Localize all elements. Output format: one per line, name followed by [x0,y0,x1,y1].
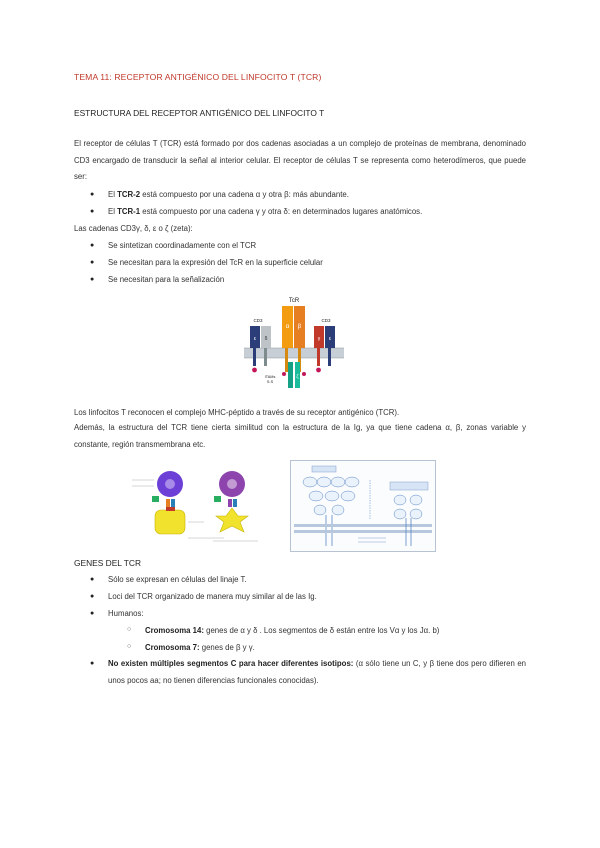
genes-bullet-1: Sólo se expresan en células del linaje T. [108,575,247,584]
section-heading-structure: ESTRUCTURA DEL RECEPTOR ANTIGÉNICO DEL LINFOCITO T [74,108,325,118]
antigen-star [216,508,248,532]
genes-bullet-last: No existen múltiples segmentos C para hacer diferentes isotipos: (α sólo tiene un C, y β tiene dos pero difieren en unos pocos aa; no tienen diferencias funcionales conocidas). [108,659,526,685]
bullet-icon: ● [90,276,95,283]
itam-dot [282,372,286,376]
bullet-icon: ● [90,191,95,198]
zeta-chain-left [288,362,293,388]
para2-line1: Los linfocitos T reconocen el complejo MHC-péptido a través de su receptor antigénico (TCR). [74,408,400,417]
tcr-cd3-diagram [244,294,344,392]
genes-bullet-2: Loci del TCR organizado de manera muy similar al de las Ig. [108,592,317,601]
bullet-icon: ● [90,208,95,215]
gamma-label: γ [317,336,321,342]
sub-bullet-icon: ○ [127,643,132,650]
bullet-icon: ● [90,593,95,600]
bullet-icon: ● [90,242,95,249]
chains-bullet-2: Se necesitan para la expresión del TcR en la superficie celular [108,258,323,267]
bullet-icon: ● [90,660,95,667]
chains-line: Las cadenas CD3γ, δ, ε o ζ (zeta): [74,224,193,233]
itam-label-2: S-S [266,380,274,384]
label-cd3-right: CD3 [321,318,331,323]
chains-bullet-1: Se sintetizan coordinadamente con el TCR [108,241,257,250]
itam-dot [302,372,306,376]
chromosome-7-line: Cromosoma 7: genes de β y γ. [145,643,255,652]
genes-bullet-3: Humanos: [108,609,144,618]
bullet-tcr2: El TCR-2 está compuesto por una cadena α y otra β: más abundante. [108,190,349,199]
bullet-icon: ● [90,259,95,266]
itam-dot [316,368,321,373]
delta-label: δ [264,336,268,342]
chromosome-14-line: Cromosoma 14: genes de α y δ . Los segmentos de δ están entre los Vα y los Jα. b) [145,626,440,635]
itam-dot [252,368,257,373]
label-tcr: TcR [288,298,300,304]
bullet-icon: ● [90,576,95,583]
alpha-label: α [285,324,290,330]
section-heading-genes: GENES DEL TCR [74,558,142,568]
zeta-label: ζ [296,374,299,380]
para2-line2: Además, la estructura del TCR tiene cierta similitud con la estructura de la Ig, ya que tiene cadena α, β, zonas variable y constante, región transmembrana etc. [74,423,526,449]
tcell-bcell-recognition-figure [118,466,268,546]
bullet-tcr1: El TCR-1 está compuesto por una cadena γ y otra δ: en determinados lugares anatómicos. [108,207,423,216]
beta-label: β [297,324,302,330]
itam-label-1: ITAMs [264,375,276,379]
epsilon-label-left: ε [253,336,257,342]
apc-cell [155,510,185,534]
intro-paragraph: El receptor de células T (TCR) está formado por dos cadenas asociadas a un complejo de proteínas de membrana, denominado CD3 encargado de transducir la señal al interior celular. El receptor de células T se representa como heterodímeros, que puede ser: [74,139,526,181]
label-cd3-left: CD3 [253,318,263,323]
chains-bullet-3: Se necesitan para la señalización [108,275,225,284]
tcr-ig-comparison-figure [290,460,436,552]
bullet-icon: ● [90,610,95,617]
epsilon-label-right: ε [328,336,332,342]
document-title: TEMA 11: RECEPTOR ANTIGÉNICO DEL LINFOCITO T (TCR) [74,72,322,82]
sub-bullet-icon: ○ [127,626,132,633]
